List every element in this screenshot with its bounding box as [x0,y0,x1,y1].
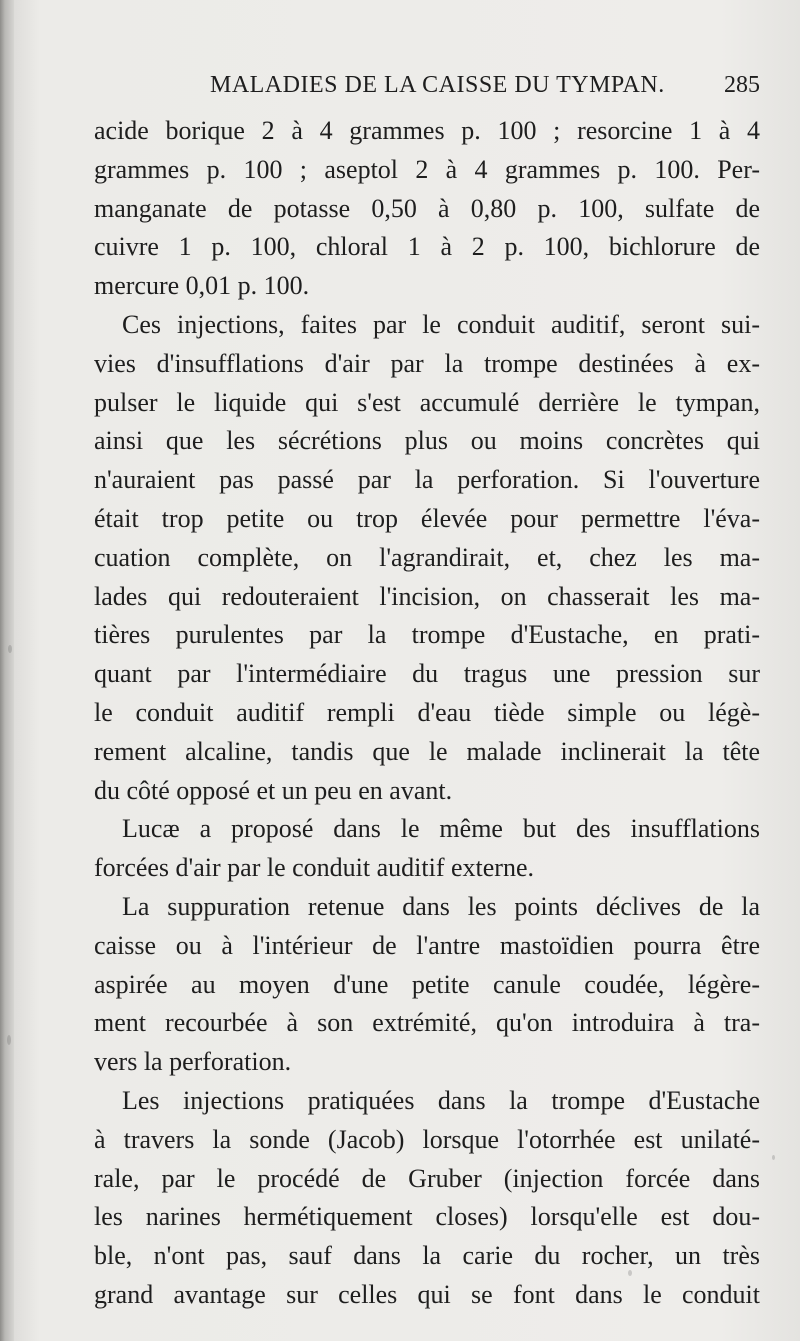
text-line: vers la perforation. [94,1047,292,1077]
text-line: ainsi que les sécrétions plus ou moins concrètes qui [94,426,760,456]
body-text [94,112,760,1315]
text-line: rale, par le procédé de Gruber (injection forcée dans [94,1163,760,1193]
text-line: aspirée au moyen d'une petite canule coudée, légère- [94,969,760,999]
page-number: 285 [724,72,760,98]
text-line: était trop petite ou trop élevée pour permettre l'éva- [94,503,760,533]
text-line: à travers la sonde (Jacob) lorsque l'otorrhée est unilaté- [94,1124,760,1154]
text-line: quant par l'intermédiaire du tragus une pression sur [94,659,760,689]
text-line: tières purulentes par la trompe d'Eustache, en prati- [94,620,760,650]
text-line: ment recourbée à son extrémité, qu'on introduira à tra- [94,1008,760,1038]
text-line: caisse ou à l'intérieur de l'antre mastoïdien pourra être [94,930,760,960]
text-line: grand avantage sur celles qui se font dans le conduit [94,1279,760,1309]
text-line: le conduit auditif rempli d'eau tiède simple ou légè- [94,697,760,727]
text-line: Les injections pratiquées dans la trompe d'Eustache [122,1085,760,1115]
running-header [120,70,760,106]
text-line: forcées d'air par le conduit auditif externe. [94,853,534,883]
text-line: rement alcaline, tandis que le malade inclinerait la tête [94,736,760,766]
text-line: pulser le liquide qui s'est accumulé derrière le tympan, [94,387,760,417]
text-line: cuation complète, on l'agrandirait, et, chez les ma- [94,542,760,572]
text-line: La suppuration retenue dans les points déclives de la [122,891,760,921]
text-line: manganate de potasse 0,50 à 0,80 p. 100, sulfate de [94,193,760,223]
ink-speck [628,1270,632,1276]
ink-speck [8,645,12,653]
text-line: Ces injections, faites par le conduit auditif, seront sui- [122,309,760,339]
text-line: Lucæ a proposé dans le même but des insufflations [122,814,760,844]
text-line: vies d'insufflations d'air par la trompe destinées à ex- [94,348,760,378]
text-line: du côté opposé et un peu en avant. [94,775,453,805]
ink-speck [7,1035,11,1045]
text-line: lades qui redouteraient l'incision, on chasserait les ma- [94,581,760,611]
text-line: n'auraient pas passé par la perforation. Si l'ouverture [94,465,760,495]
running-title: MALADIES DE LA CAISSE DU TYMPAN. [210,72,665,98]
text-line: grammes p. 100 ; aseptol 2 à 4 grammes p. 100. Per- [94,154,760,184]
text-line: les narines hermétiquement closes) lorsqu'elle est dou- [94,1202,760,1232]
text-line: mercure 0,01 p. 100. [94,271,310,301]
text-line: ble, n'ont pas, sauf dans la carie du rocher, un très [94,1241,760,1271]
ink-speck [772,1155,775,1160]
text-line: acide borique 2 à 4 grammes p. 100 ; resorcine 1 à 4 [94,116,760,145]
page-gutter-shadow [0,0,14,1341]
text-line: cuivre 1 p. 100, chloral 1 à 2 p. 100, bichlorure de [94,232,760,262]
